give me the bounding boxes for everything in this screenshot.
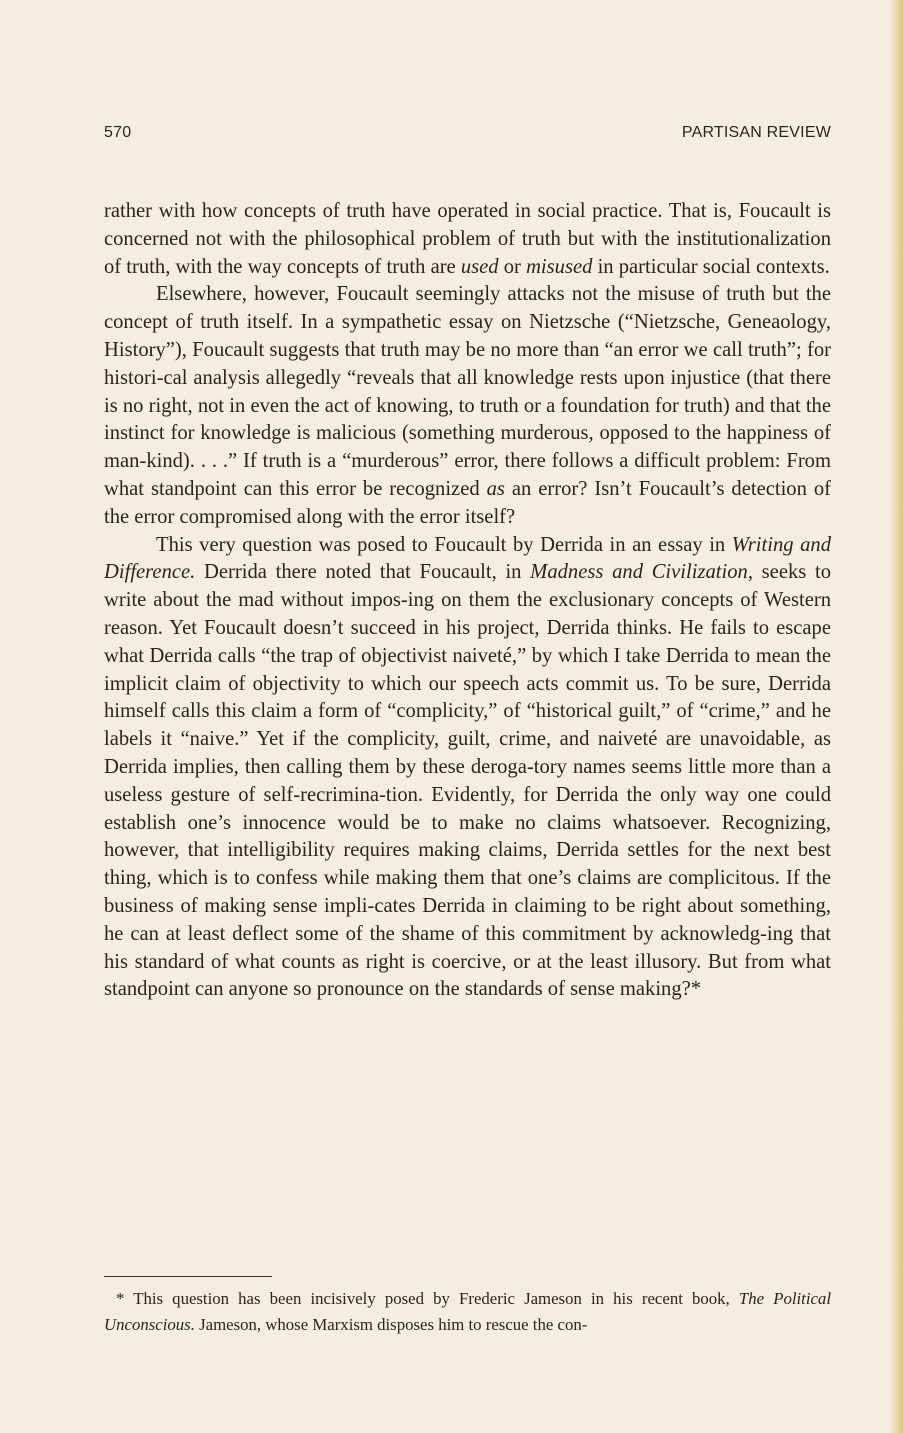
text-run: Elsewhere, however, Foucault seemingly attacks not the misuse of truth but the concept of truth itself. In a sympathetic essay on Nietzsche (“Nietzsche, Geneaology, History”), Foucault suggests that truth may be no more than “an error we call truth”; for histori-cal analysis allegedly “reveals that all knowledge rests upon injustice (that there is no right, not in even the act of knowing, to truth or a foundation for truth) and that the instinct for knowledge is malicious (something murderous, opposed to the happiness of man-kind). . . .” If truth is a “murderous” error, there follows a difficult problem: From what standpoint can this error be recognized [104, 283, 831, 500]
text-run: in particular social contexts. [592, 255, 830, 278]
page-edge [889, 0, 903, 1433]
page-number: 570 [104, 124, 132, 141]
italic-text: The Political Unconscious. [104, 1289, 831, 1334]
paragraph-p1 [104, 198, 831, 281]
italic-text: Writing and Difference. [104, 533, 831, 584]
text-run: * This question has been incisively posed by Frederic Jameson in his recent book, [116, 1289, 739, 1308]
text-run: This very question was posed to Foucault by Derrida in an essay in [156, 533, 732, 556]
italic-text: used [460, 255, 499, 278]
italic-text: Madness and Civilization [530, 561, 748, 584]
italic-text: as [486, 477, 505, 500]
body-text [104, 198, 831, 1004]
footnote-text [104, 1286, 831, 1338]
footnote [104, 1286, 831, 1338]
text-run: rather with how concepts of truth have operated in social practice. That is, Foucault is concerned not with the philosophical problem of truth but with the institutionalization of truth, with the way concepts of truth are [104, 200, 831, 278]
text-run: Derrida there noted that Foucault, in [195, 561, 531, 584]
text-run: or [498, 255, 527, 278]
footnote-rule [104, 1276, 272, 1277]
journal-title: PARTISAN REVIEW [681, 124, 831, 141]
text-run: an error? Isn’t Foucault’s detection of the error compromised along with the error itself? [104, 477, 832, 528]
paragraph-p3 [104, 532, 831, 1005]
text-run: Jameson, whose Marxism disposes him to rescue the con- [194, 1315, 588, 1334]
text-run: , seeks to write about the mad without impos-ing on them the exclusionary concepts of Western reason. Yet Foucault doesn’t succeed in his project, Derrida thinks. He fails to escape what Derrida calls “the trap of objectivist naiveté,” by which I take Derrida to mean the implicit claim of objectivity to which our speech acts commit us. To be sure, Derrida himself calls this claim a form of “complicity,” of “historical guilt,” of “crime,” and he labels it “naive.” Yet if the complicity, guilt, crime, and naiveté are unavoidable, as Derrida implies, then calling them by these deroga-tory names seems little more than a useless gesture of self-recrimina-tion. Evidently, for Derrida the only way one could establish one’s innocence would be to make no claims whatsoever. Recognizing, however, that intelligibility requires making claims, Derrida settles for the next best thing, which is to confess while making them that one’s claims are complicitous. If the business of making sense impli-cates Derrida in claiming to be right about something, he can at least deflect some of the shame of this commitment by acknowledg-ing that his standard of what counts as right is coercive, or at the least illusory. But from what standpoint can anyone so pronounce on the standards of sense making?* [104, 561, 832, 1001]
italic-text: misused [526, 255, 593, 278]
paragraph-p2 [104, 281, 831, 531]
